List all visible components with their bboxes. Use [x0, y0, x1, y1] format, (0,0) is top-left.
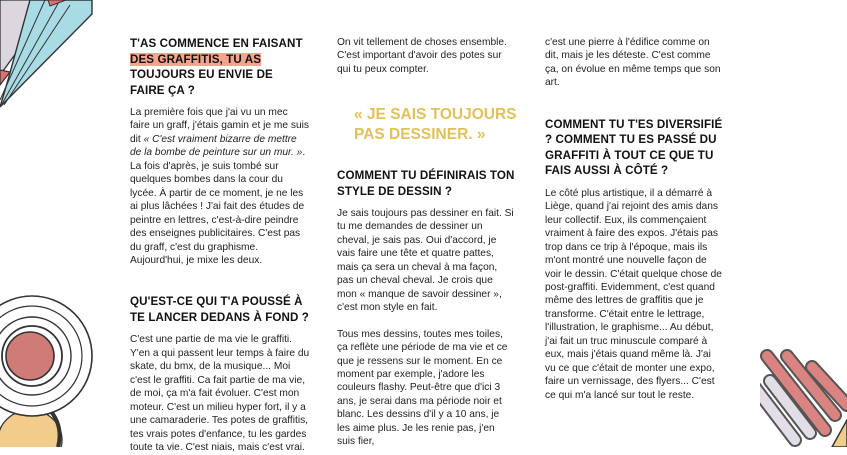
question-heading-4: COMMENT TU T'ES DIVERSIFIÉ ? COMMENT TU ES PASSÉ DU GRAFFITI À TOUT CE QUE TU FAIS AUSSI À CÔTÉ ? [545, 117, 723, 178]
question-heading-3: COMMENT TU DÉFINIRAIS TON STYLE DE DESSIN ? [337, 169, 515, 198]
heading-text: TOUJOURS EU ENVIE DE FAIRE ÇA ? [130, 68, 273, 97]
answer-paragraph-4: Tous mes dessins, toutes mes toiles, ça reflète une période de ma vie et ce que je ressens sur le moment. En ce moment par exemple, j'adore les couleurs flashy. Peut-être que d'ici 3 ans, je serai dans ma période noir et blanc. Les dessins d'il y a 10 ans, je les aime plus. Je les renie pas, j'en suis fier, [337, 328, 508, 448]
answer-text: La première fois que j'ai vu un mec faire un graff, j'étais gamin et je me suis dit [130, 107, 309, 145]
target-illustration [0, 290, 100, 447]
interview-column-3 [545, 36, 723, 402]
question-heading-1 [130, 36, 310, 98]
hand-illustration [760, 345, 847, 447]
answer-paragraph-3: Je sais toujours pas dessiner en fait. Si tu me demandes de dessiner un cheval, je sais pas. Oui d'accord, je vais faire une tête et quatre pattes, mais ça sera un cheval à ma façon, pas un cheval cheval. Je crois que mon « manque de savoir dessiner », c'est mon style en fait. [337, 208, 514, 314]
interview-column-2-lower [337, 168, 515, 449]
answer-paragraph-continued: On vit tellement de choses ensemble. C'est important d'avoir des potes sur qui tu peux compter. [337, 37, 507, 75]
highlighted-heading-text: DES GRAFFITIS, TU AS [130, 52, 262, 66]
question-heading-2: QU'EST-CE QUI T'A POUSSÉ À TE LANCER DEDANS À FOND ? [130, 295, 309, 324]
answer-paragraph-1 [130, 106, 310, 267]
heading-text: T'AS COMMENCE EN FAISANT [130, 37, 303, 50]
italic-quote: « C'est vraiment bizarre de mettre de la bombe de peinture sur un mur. » [130, 133, 303, 159]
interview-column-1 [130, 36, 310, 455]
answer-text: . La fois d'après, je suis tombé sur quelques bombes dans la cour du lycée. À partir de ce moment, je ne les ai plus lâchées ! J'ai fait des études de peintre en lettres, c'est-à-dire peindre des enseignes publicitaires. C'est pas du graff, c'est du graphisme. Aujourd'hui, je mixe les deux. [130, 147, 306, 266]
pull-quote: « JE SAIS TOUJOURS PAS DESSINER. » [354, 106, 517, 143]
interview-column-2 [337, 36, 515, 76]
answer-paragraph-continued: c'est une pierre à l'édifice comme on dit, mais je les déteste. C'est comme ça, on évolue en même temps que son art. [545, 37, 721, 89]
crystal-illustration [0, 0, 95, 110]
answer-paragraph-5: Le côté plus artistique, il a démarré à Liège, quand j'ai rejoint des amis dans leur collectif. Eux, ils commençaient vraiment à faire des expos. J'étais pas trop dans ce trip à l'époque, mais ils m'ont montré une nouvelle façon de voir le dessin. C'était quelque chose de post-graffiti. Evidemment, c'est quand même des lettres de graffitis que je transforme. C'était entre le lettrage, l'illustration, le graphisme... Au début, j'ai fait un truc minuscule comparé à eux, mais j'étais quand même là. J'ai vu ce que c'était de monter une expo, faire un vernissage, des flyers... C'est ce qui m'a lancé sur tout le reste. [545, 187, 722, 401]
answer-paragraph-2: C'est une partie de ma vie le graffiti. Y'en a qui passent leur temps à faire du skate, du bmx, de la musique... Moi c'est le graffiti. Ca fait partie de ma vie, de moi, ça m'a fait évoluer. C'est mon moteur. C'est un milieu hyper fort, il y a une camaraderie. Tes potes de graffitis, tes vrais potes d'enfance, tu les gardes toute ta vie. C'est niais, mais c'est vrai. [130, 334, 310, 454]
